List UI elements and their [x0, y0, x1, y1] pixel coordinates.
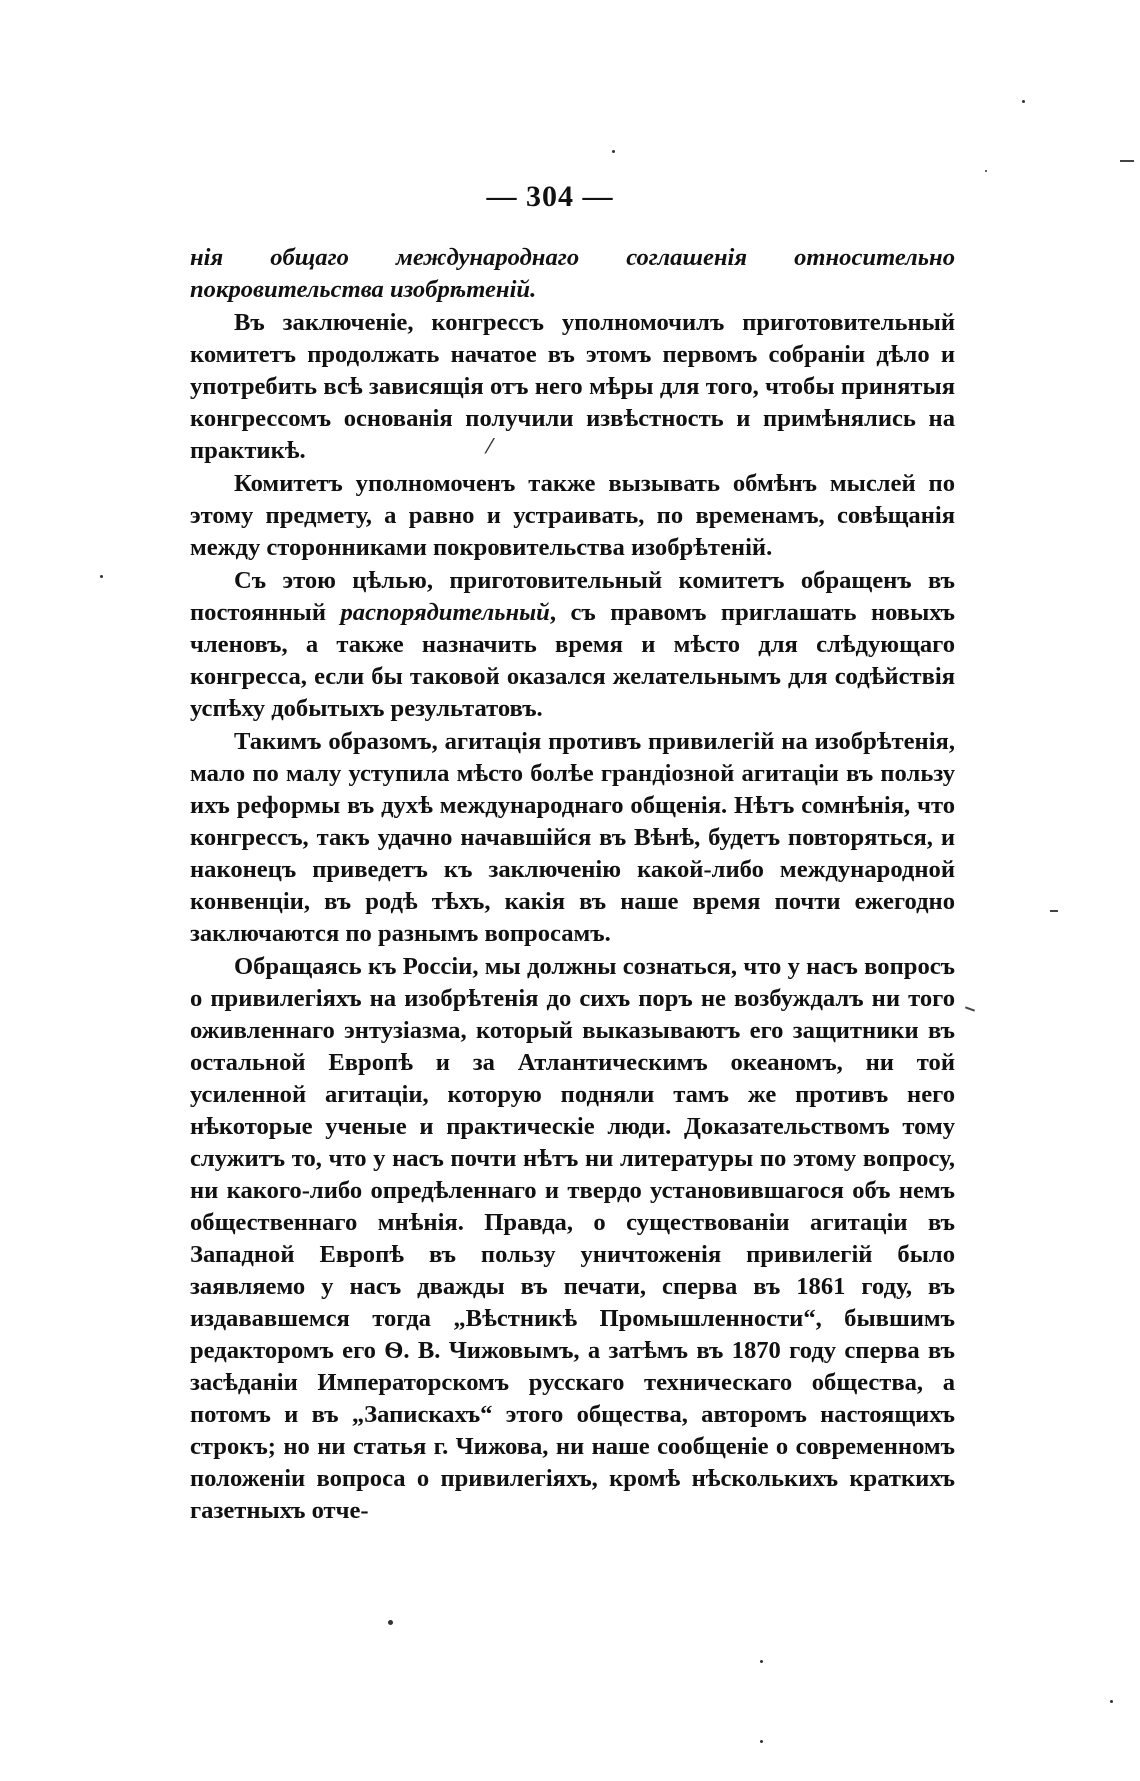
page-number: — 304 —	[486, 180, 614, 213]
paragraph	[190, 565, 955, 725]
paragraph	[190, 468, 955, 564]
paragraph	[190, 307, 955, 467]
paragraph	[190, 242, 955, 306]
text-run: Въ заключеніе, конгрессъ уполномочилъ приготовительный комитетъ продолжать начатое въ этомъ первомъ собраніи дѣло и употребить всѣ зависящія отъ него мѣры для того, чтобы принятыя конгрессомъ основанія получили извѣстность и примѣнялись на практикѣ.	[190, 309, 955, 464]
scan-mark	[965, 1006, 975, 1011]
text-run: Такимъ образомъ, агитація противъ привилегій на изобрѣтенія, мало по малу уступила мѣсто болѣе грандіозной агитаціи въ пользу ихъ реформы въ духѣ международнаго общенія. Нѣтъ сомнѣнія, что конгрессъ, такъ удачно начавшійся въ Вѣнѣ, будетъ повторяться, и наконецъ приведетъ къ заключенію какой-либо международной конвенціи, въ родѣ тѣхъ, какія въ наше время почти ежегодно заключаются по разнымъ вопросамъ.	[190, 728, 955, 947]
text-run: Обращаясь къ Россіи, мы должны сознаться, что у насъ вопросъ о привилегіяхъ на изобрѣтенія до сихъ поръ не возбуждалъ ни того оживленнаго энтузіазма, который выказываютъ его защитники въ остальной Европѣ и за Атлантическимъ океаномъ, ни той усиленной агитаціи, которую подняли тамъ же противъ него нѣкоторые ученые и практическіе люди. Доказательствомъ тому служитъ то, что у насъ почти нѣтъ ни литературы по этому вопросу, ни какого-либо опредѣленнаго и твердо установившагося объ немъ общественнаго мнѣнія. Правда, о существованіи агитаціи въ Западной Европѣ въ пользу уничтоженія привилегій было заявляемо у насъ дважды въ печати, сперва въ 1861 году, въ издававшемся тогда „Вѣстникѣ Промышленности“, бывшимъ редакторомъ его Ѳ. В. Чижовымъ, а затѣмъ въ 1870 году сперва въ засѣданіи Императорскомъ русскаго техническаго общества, а потомъ и въ „Запискахъ“ этого общества, авторомъ настоящихъ строкъ; но ни статья г. Чижова, ни наше сообщеніе о современномъ положеніи вопроса о привилегіяхъ, кромѣ нѣсколькихъ краткихъ газетныхъ отче-	[190, 953, 955, 1524]
scan-speck	[388, 1620, 393, 1625]
paragraph	[190, 951, 955, 1527]
scan-speck	[1110, 1700, 1113, 1703]
scan-speck	[612, 150, 615, 153]
scan-speck	[1022, 100, 1025, 103]
text-run: Съ этою цѣлью, приготовительный комитетъ обращенъ въ постоянный	[190, 567, 955, 626]
scan-speck	[985, 170, 987, 172]
scan-speck	[760, 1740, 763, 1743]
paragraph	[190, 726, 955, 950]
scan-speck	[760, 1660, 763, 1663]
scan-mark	[1050, 910, 1058, 912]
text-run: Комитетъ уполномоченъ также вызывать обмѣнъ мыслей по этому предмету, а равно и устраивать, по временамъ, совѣщанія между сторонниками покровительства изобрѣтеній.	[190, 470, 955, 561]
text-run: , съ правомъ приглашать новыхъ членовъ, а также назначить время и мѣсто для слѣдующаго конгресса, если бы таковой оказался желательнымъ для содѣйствія успѣху добытыхъ результатовъ.	[190, 599, 955, 722]
body-text	[190, 242, 955, 1528]
scan-speck	[100, 575, 103, 578]
italic-text-run: нія общаго международнаго соглашенія относительно покровительства изобрѣтеній.	[190, 244, 955, 303]
scan-mark: ⁄	[488, 434, 492, 458]
scan-mark	[1120, 160, 1134, 162]
italic-text-run: распорядительный	[340, 599, 550, 626]
